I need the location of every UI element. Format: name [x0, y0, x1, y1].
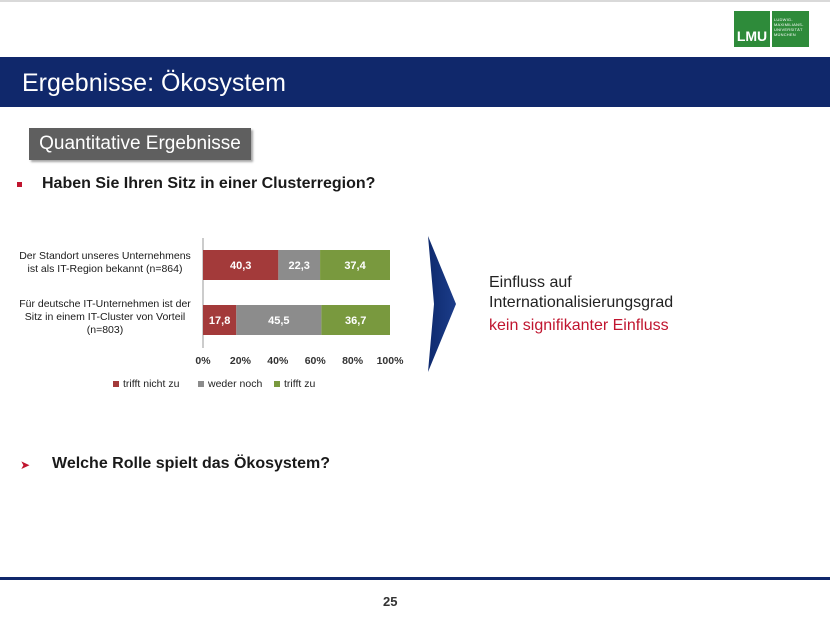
legend-swatch — [198, 381, 204, 387]
logo-line: LUDWIG- — [774, 17, 793, 22]
logo-line: UNIVERSITÄT — [774, 27, 803, 32]
category-label-line: ist als IT-Region bekannt (n=864) — [27, 263, 183, 275]
category-label-line: Sitz in einem IT-Cluster von Vorteil — [24, 311, 186, 323]
section-badge: Quantitative Ergebnisse — [29, 128, 251, 160]
slide-title: Ergebnisse: Ökosystem — [22, 69, 286, 97]
data-label: 37,4 — [344, 260, 366, 272]
x-tick-label: 60% — [304, 355, 326, 367]
insight-title-line: Einfluss auf — [489, 274, 572, 291]
page-number: 25 — [383, 594, 398, 609]
data-label: 40,3 — [229, 260, 252, 272]
insight-result: kein signifikanter Einfluss — [489, 317, 669, 334]
data-label: 45,5 — [268, 315, 290, 327]
legend-item — [198, 378, 262, 390]
x-tick-label: 0% — [195, 355, 211, 367]
category-label-line: Der Standort unseres Unternehmens — [19, 250, 191, 262]
category-label-line: Für deutsche IT-Unternehmen ist der — [19, 298, 191, 310]
data-label: 36,7 — [344, 315, 367, 327]
question-2: Welche Rolle spielt das Ökosystem? — [52, 455, 331, 472]
arrow-bullet-icon: ➤ — [20, 458, 31, 472]
legend-label: trifft zu — [284, 378, 316, 390]
legend-item — [113, 378, 179, 390]
question-1: Haben Sie Ihren Sitz in einer Clusterregion? — [42, 175, 376, 192]
data-label: 17,8 — [208, 315, 231, 327]
logo-initials: LMU — [734, 11, 770, 47]
data-label: 22,3 — [288, 260, 310, 272]
insight-title-line: Internationalisierungsgrad — [489, 294, 674, 311]
legend-label: weder noch — [208, 378, 263, 390]
logo-line: MÜNCHEN — [774, 32, 796, 37]
legend-swatch — [274, 381, 280, 387]
chevron-right-icon — [426, 236, 460, 376]
bottom-rule — [0, 577, 830, 580]
logo-line: MAXIMILIANS- — [774, 22, 804, 27]
legend-swatch — [113, 381, 119, 387]
legend-label: trifft nicht zu — [123, 378, 180, 390]
x-tick-label: 40% — [267, 355, 289, 367]
insight-title — [489, 273, 673, 313]
x-tick-label: 100% — [376, 355, 404, 367]
category-label-line: (n=803) — [86, 324, 124, 336]
x-tick-label: 20% — [229, 355, 251, 367]
legend-item — [274, 378, 315, 390]
x-tick-label: 80% — [342, 355, 364, 367]
